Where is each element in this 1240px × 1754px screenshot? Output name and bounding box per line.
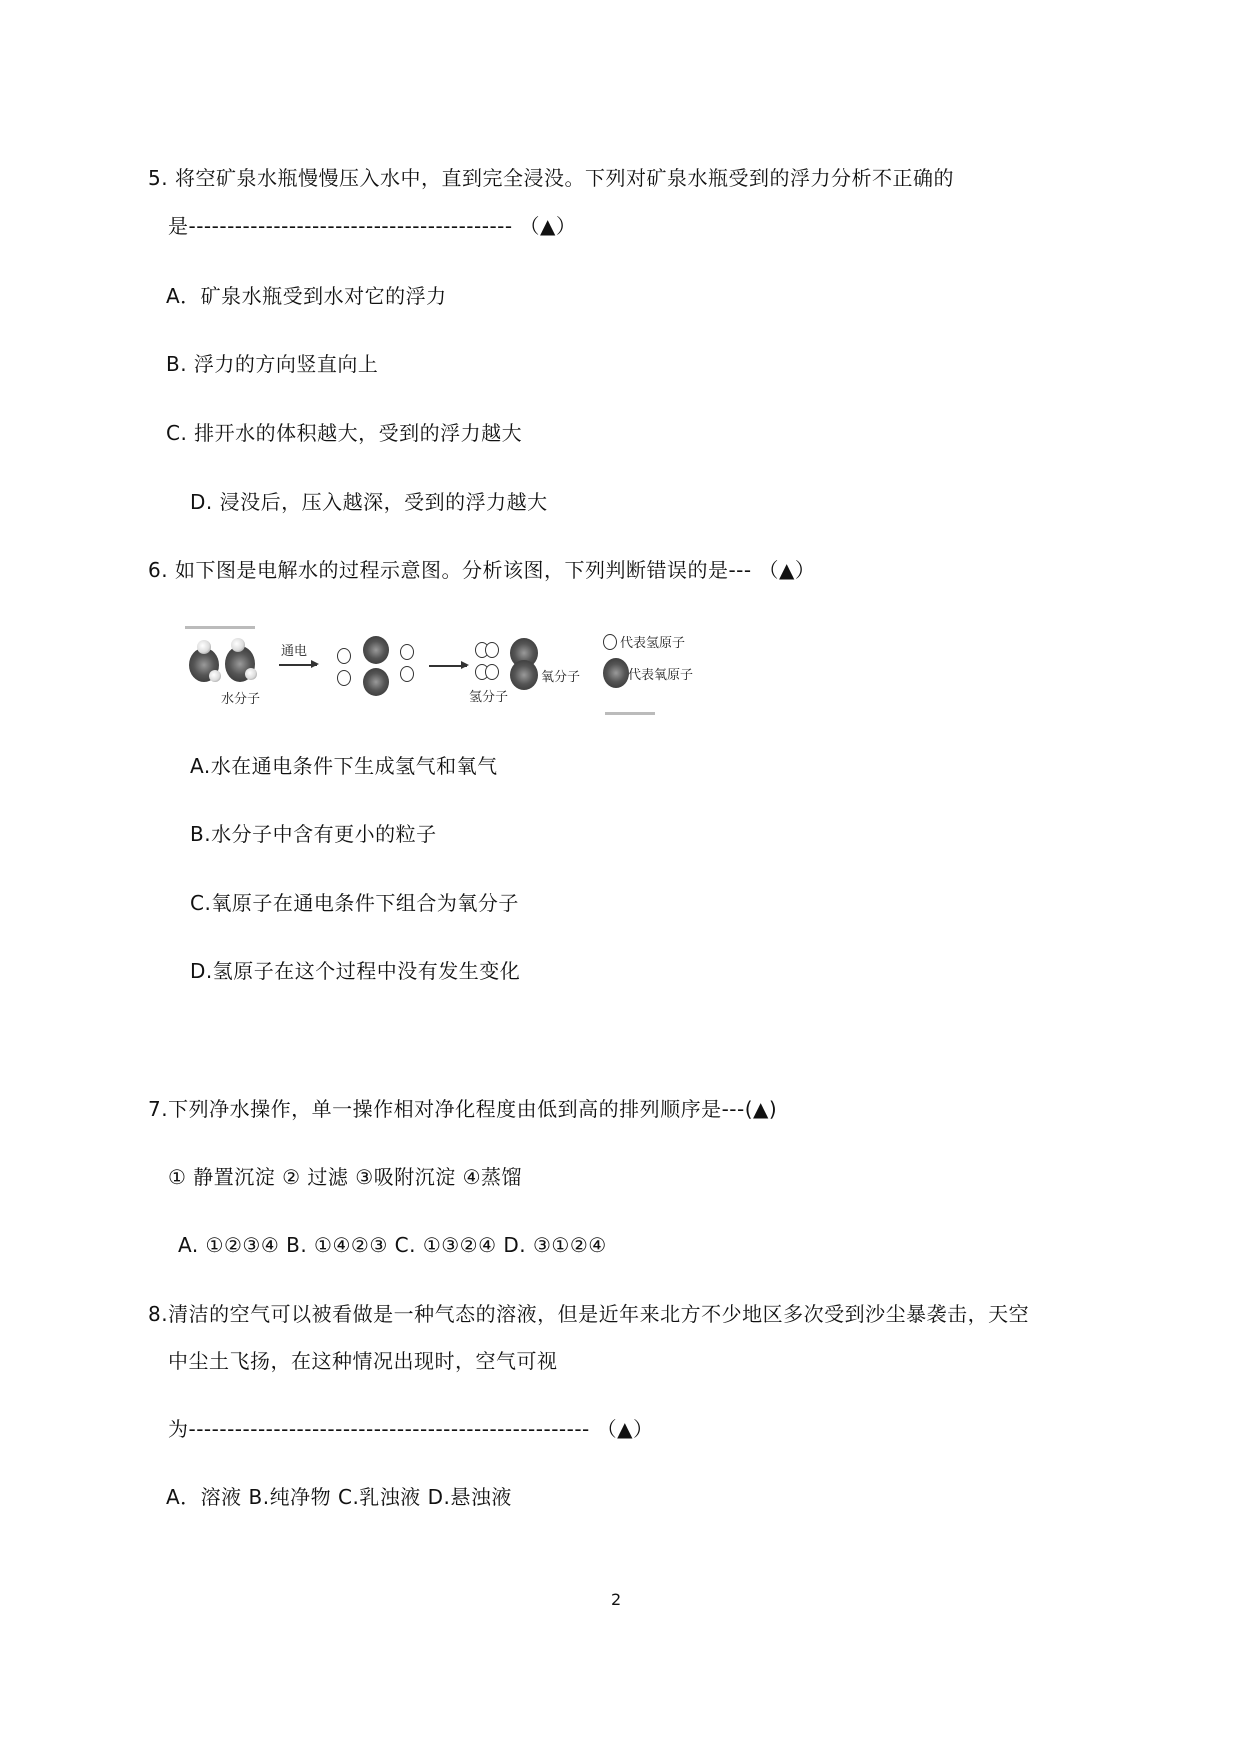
scan-artifact — [185, 626, 255, 629]
legend-oxygen-label: 代表氧原子 — [628, 668, 694, 683]
electrolysis-label: 通电 — [281, 644, 308, 659]
hydrogen-molecule-label: 氢分子 — [469, 690, 509, 705]
hydrogen-atom-icon — [400, 644, 414, 660]
q6-option-a: A.水在通电条件下生成氢气和氧气 — [190, 754, 498, 778]
q8-options: A．溶液 B.纯净物 C.乳浊液 D.悬浊液 — [166, 1485, 512, 1509]
oxygen-atom-icon — [363, 636, 389, 664]
legend-hydrogen-icon — [603, 634, 617, 650]
q5-option-d: D. 浸没后，压入越深，受到的浮力越大 — [190, 490, 548, 514]
scan-artifact — [605, 712, 655, 715]
legend-hydrogen-label: 代表氢原子 — [620, 636, 686, 651]
q7-items: ① 静置沉淀 ② 过滤 ③吸附沉淀 ④蒸馏 — [168, 1165, 523, 1189]
q5-option-c: C. 排开水的体积越大，受到的浮力越大 — [166, 421, 523, 445]
q8-stem-line2: 中尘土飞扬，在这种情况出现时，空气可视 — [168, 1349, 558, 1373]
q5-stem-line1: 5. 将空矿泉水瓶慢慢压入水中，直到完全浸没。下列对矿泉水瓶受到的浮力分析不正确的 — [148, 166, 954, 190]
q8-stem-line1: 8.清洁的空气可以被看做是一种气态的溶液，但是近年来北方不少地区多次受到沙尘暴袭击，天空 — [148, 1302, 1030, 1326]
q6-option-c: C.氧原子在通电条件下组合为氧分子 — [190, 891, 519, 915]
q6-stem-line1: 6. 如下图是电解水的过程示意图。分析该图，下列判断错误的是--- （▲） — [148, 558, 816, 582]
q5-stem-line2: 是------------------------------------------ （▲） — [168, 214, 577, 238]
water-molecule-label: 水分子 — [221, 692, 261, 707]
electrolysis-diagram — [185, 620, 785, 720]
oxygen-atom-icon — [363, 668, 389, 696]
q6-option-b: B.水分子中含有更小的粒子 — [190, 822, 437, 846]
q5-option-b: B. 浮力的方向竖直向上 — [166, 352, 379, 376]
page-number: 2 — [611, 1590, 622, 1609]
q5-option-a: A．矿泉水瓶受到水对它的浮力 — [166, 284, 447, 308]
hydrogen-atom-icon — [400, 666, 414, 682]
q7-options: A. ①②③④ B. ①④②③ C. ①③②④ D. ③①②④ — [178, 1233, 607, 1257]
reaction-arrow-icon — [429, 665, 467, 667]
hydrogen-atom-icon — [337, 670, 351, 686]
legend-oxygen-icon — [603, 658, 629, 688]
reaction-arrow-icon — [279, 664, 317, 666]
q6-option-d: D.氢原子在这个过程中没有发生变化 — [190, 959, 521, 983]
oxygen-molecule-label: 氧分子 — [541, 670, 581, 685]
hydrogen-atom-icon — [337, 648, 351, 664]
q8-stem-line3: 为---------------------------------------------------- （▲） — [168, 1417, 654, 1441]
q7-stem-line1: 7.下列净水操作，单一操作相对净化程度由低到高的排列顺序是---(▲) — [148, 1097, 778, 1121]
